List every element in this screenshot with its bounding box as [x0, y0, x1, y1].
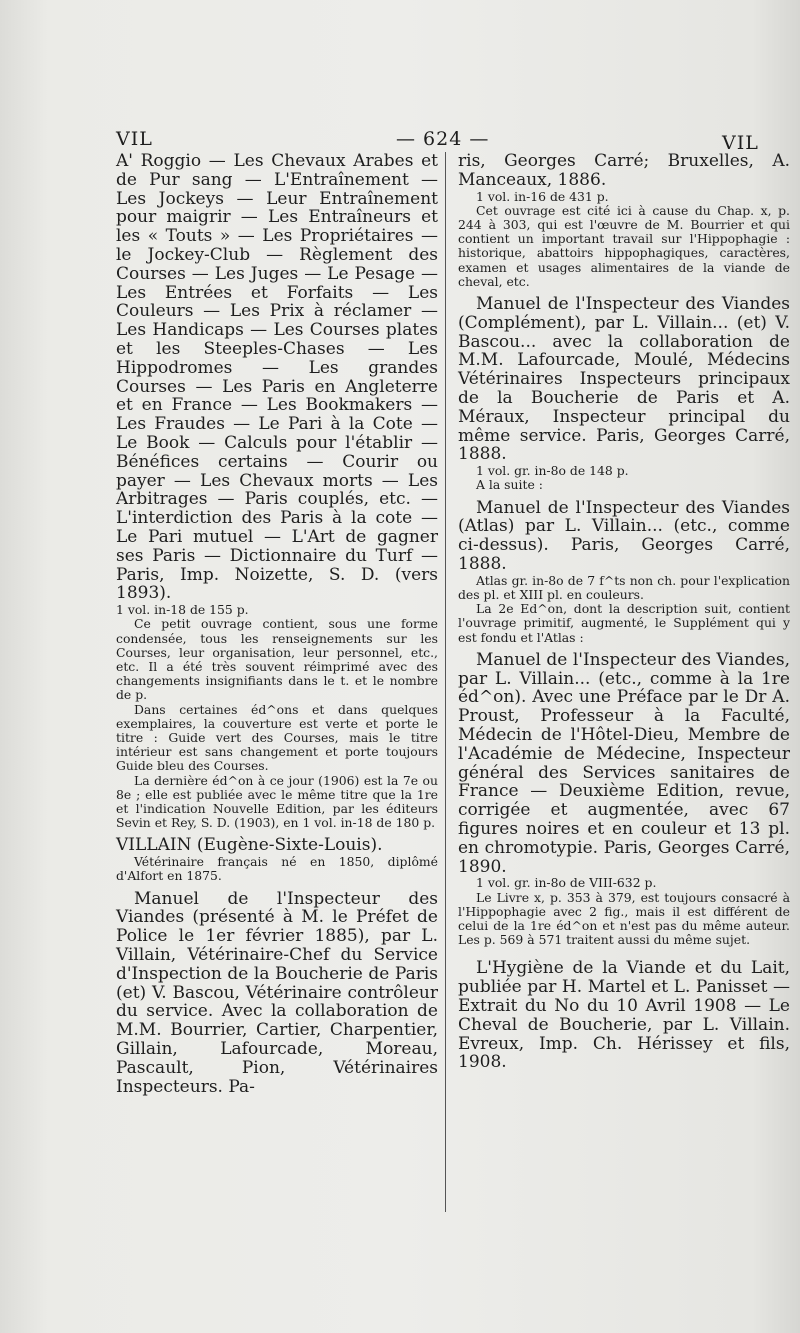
paragraph: 1 vol. in-18 de 155 p. — [116, 602, 249, 618]
paragraph: A' Roggio — Les Chevaux Arabes et de Pur sang — L'Entraînement — Les Jockeys — Leur Entraînement pour maigrir — Les Entraîneurs et les « Touts » — Les Propriétaires — le Jockey-Club — Règlement des Courses — Les Juges — Le Pesage — Les Entrées et Forfaits — Les Couleurs — Les Prix à réclamer — Les Handicaps — Les Courses plates et les Steeples-Chases — Les Hippodromes — Les grandes Courses — Les Paris en Angleterre et en France — Les Bookmakers — Les Fraudes — Le Pari à la Cote — Le Book — Calculs pour l'établir — Bénéfices certains — Courir ou payer — Les Chevaux morts — Les Arbitrages — Paris couplés, etc. — L'interdiction des Paris à la cote — Le Pari mutuel — L'Art de gagner ses Paris — Dictionnaire du Turf — Paris, Imp. Noizette, S. D. (vers 1893). — [116, 151, 438, 604]
paragraph: 1 vol. gr. in-8o de 148 p. — [476, 463, 629, 479]
paragraph: A la suite : — [476, 477, 543, 493]
left-column — [116, 152, 438, 1096]
running-head-left: VIL — [116, 128, 153, 150]
paragraph: 1 vol. in-16 de 431 p. — [476, 188, 609, 204]
paragraph: L'Hygiène de la Viande et du Lait, publiée par H. Martel et L. Panisset — Extrait du No du 10 Avril 1908 — Le Cheval de Boucherie, par L. Villain. Evreux, Imp. Ch. Hérissey et fils, 1908. — [458, 958, 790, 1073]
paragraph: Manuel de l'Inspecteur des Viandes (Atlas) par L. Villain... (etc., comme ci-dessus). Paris, Georges Carré, 1888. — [458, 497, 790, 574]
column-divider — [445, 152, 446, 1212]
paragraph: Manuel de l'Inspecteur des Viandes, par L. Villain... (etc., comme à la 1re éd^on). Avec une Préface par le Dr A. Proust, Professeur à la Faculté, Médecin de l'Hôtel-Dieu, Membre de l'Académie de Médecine, Inspecteur général des Services sanitaires de France — Deuxième Edition, revue, corrigée et augmentée, avec 67 figures noires et en couleur et 13 pl. en chromotypie. Paris, Georges Carré, 1890. — [458, 649, 790, 877]
paragraph: Ce petit ouvrage contient, sous une forme condensée, tous les renseignements sur les Courses, leur organisation, leur personnel, etc., etc. Il a été très souvent réimprimé avec des changements insignifiants dans le t. et le nombre de p. — [116, 616, 438, 703]
paragraph: Cet ouvrage est cité ici à cause du Chap. x, p. 244 à 303, qui est l'œuvre de M. Bourrier et qui contient un important travail sur l'Hippophagie : historique, abattoirs hippophagiques, caractères, examen et usages alimentaires de la viande de cheval, etc. — [458, 202, 790, 289]
paragraph: Manuel de l'Inspecteur des Viandes (présenté à M. le Préfet de Police le 1er février 1885), par L. Villain, Vétérinaire-Chef du Service d'Inspection de la Boucherie de Paris (et) V. Bascou, Vétérinaire contrôleur du service. Avec la collaboration de M.M. Bourrier, Cartier, Charpentier, Gillain, Lafourcade, Moreau, Pascault, Pion, Vétérinaires Inspecteurs. Pa- — [116, 888, 438, 1097]
page-number: — 624 — — [396, 128, 490, 150]
paragraph: La 2e Ed^on, dont la description suit, contient l'ouvrage primitif, augmenté, le Supplément qui y est fondu et l'Atlas : — [458, 601, 790, 645]
paragraph: ris, Georges Carré; Bruxelles, A. Manceaux, 1886. — [458, 151, 790, 190]
paragraph: La dernière éd^on à ce jour (1906) est la 7e ou 8e ; elle est publiée avec le même titre que la 1re et l'indication Nouvelle Edition, par les éditeurs Sevin et Rey, S. D. (1903), en 1 vol. in-18 de 180 p. — [116, 772, 438, 831]
paragraph: 1 vol. gr. in-8o de VIII-632 p. — [476, 875, 657, 891]
paragraph: VILLAIN (Eugène-Sixte-Louis). — [116, 835, 383, 856]
paragraph: Vétérinaire français né en 1850, diplômé d'Alfort en 1875. — [116, 854, 438, 884]
paragraph: Atlas gr. in-8o de 7 f^ts non ch. pour l'explication des pl. et XIII pl. en couleurs. — [458, 572, 790, 602]
running-head-right: VIL — [722, 132, 759, 154]
paragraph: Le Livre x, p. 353 à 379, est toujours consacré à l'Hippophagie avec 2 fig., mais il est différent de celui de la 1re éd^on et n'est pas du même auteur. Les p. 569 à 571 traitent aussi du même sujet. — [458, 889, 790, 948]
paragraph: Manuel de l'Inspecteur des Viandes (Complément), par L. Villain... (et) V. Bascou... avec la collaboration de M.M. Lafourcade, Moulé, Médecins Vétérinaires Inspecteurs principaux de la Boucherie de Paris et A. Méraux, Inspecteur principal du même service. Paris, Georges Carré, 1888. — [458, 294, 790, 465]
paragraph: Dans certaines éd^ons et dans quelques exemplaires, la couverture est verte et porte le titre : Guide vert des Courses, mais le titre intérieur est sans changement et porte toujours Guide bleu des Courses. — [116, 701, 438, 774]
right-column — [458, 152, 790, 1072]
